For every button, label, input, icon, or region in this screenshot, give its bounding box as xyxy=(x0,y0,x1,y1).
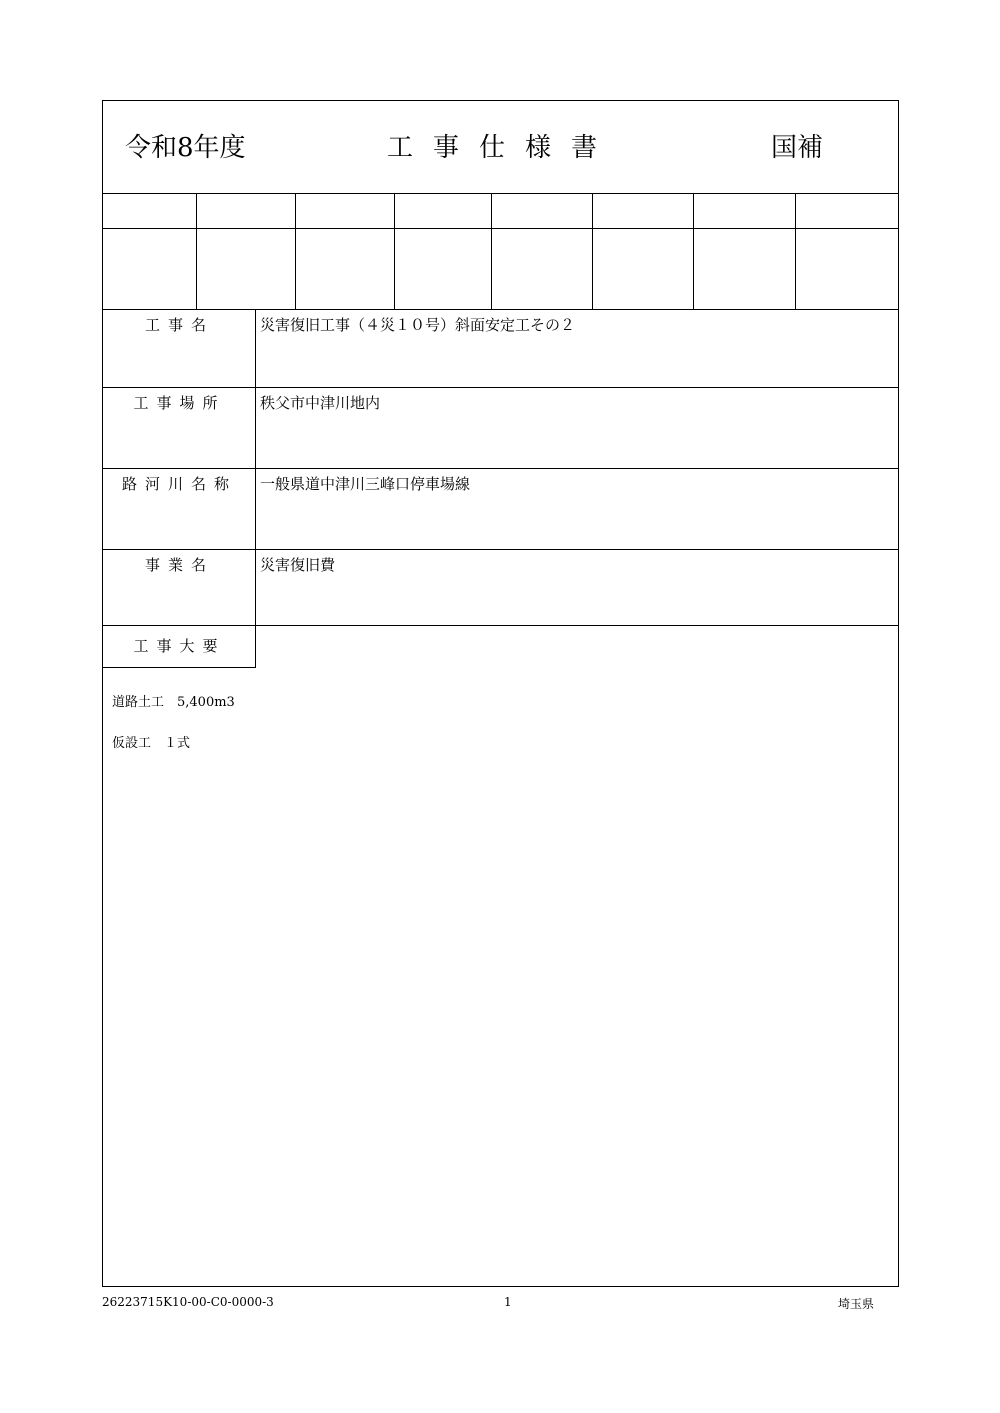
approval-stamp-grid xyxy=(103,194,898,310)
stamp-grid-column-line xyxy=(295,194,296,310)
summary-item: 仮設工 １式 xyxy=(112,736,191,751)
construction-summary-label: 工事大要 xyxy=(133,637,226,655)
project-name-value: 災害復旧費 xyxy=(260,556,336,574)
construction-name-row xyxy=(103,310,898,388)
construction-location-label-cell xyxy=(103,388,256,468)
stamp-grid-column-line xyxy=(693,194,694,310)
road-river-name-label: 路河川名称 xyxy=(121,475,237,493)
road-river-name-value: 一般県道中津川三峰口停車場線 xyxy=(260,475,471,493)
construction-location-row xyxy=(103,388,898,469)
project-name-label-cell xyxy=(103,550,256,625)
project-name-label: 事業名 xyxy=(144,556,214,574)
stamp-grid-column-line xyxy=(592,194,593,310)
construction-name-value: 災害復旧工事（４災１０号）斜面安定工その２ xyxy=(260,316,576,334)
subsidy-type: 国補 xyxy=(771,133,824,163)
prefecture-name: 埼玉県 xyxy=(838,1297,875,1311)
stamp-grid-column-line xyxy=(394,194,395,310)
construction-name-label: 工事名 xyxy=(144,316,214,334)
stamp-grid-divider xyxy=(103,228,898,229)
stamp-grid-column-line xyxy=(196,194,197,310)
construction-summary-label-cell xyxy=(103,626,256,668)
specification-sheet xyxy=(102,100,899,1287)
stamp-grid-column-line xyxy=(491,194,492,310)
construction-location-label: 工事場所 xyxy=(133,394,226,412)
project-name-row xyxy=(103,550,898,626)
stamp-grid-column-line xyxy=(795,194,796,310)
document-title: 工事仕様書 xyxy=(387,133,618,163)
construction-location-value: 秩父市中津川地内 xyxy=(260,394,381,412)
construction-name-label-cell xyxy=(103,310,256,387)
road-river-name-label-cell xyxy=(103,469,256,549)
document-code: 26223715K10-00-C0-0000-3 xyxy=(102,1295,274,1309)
summary-item: 道路土工 5,400m3 xyxy=(112,695,235,710)
page-number: 1 xyxy=(504,1295,512,1309)
title-row xyxy=(103,101,898,194)
fiscal-year: 令和8年度 xyxy=(125,133,246,163)
road-river-name-row xyxy=(103,469,898,550)
